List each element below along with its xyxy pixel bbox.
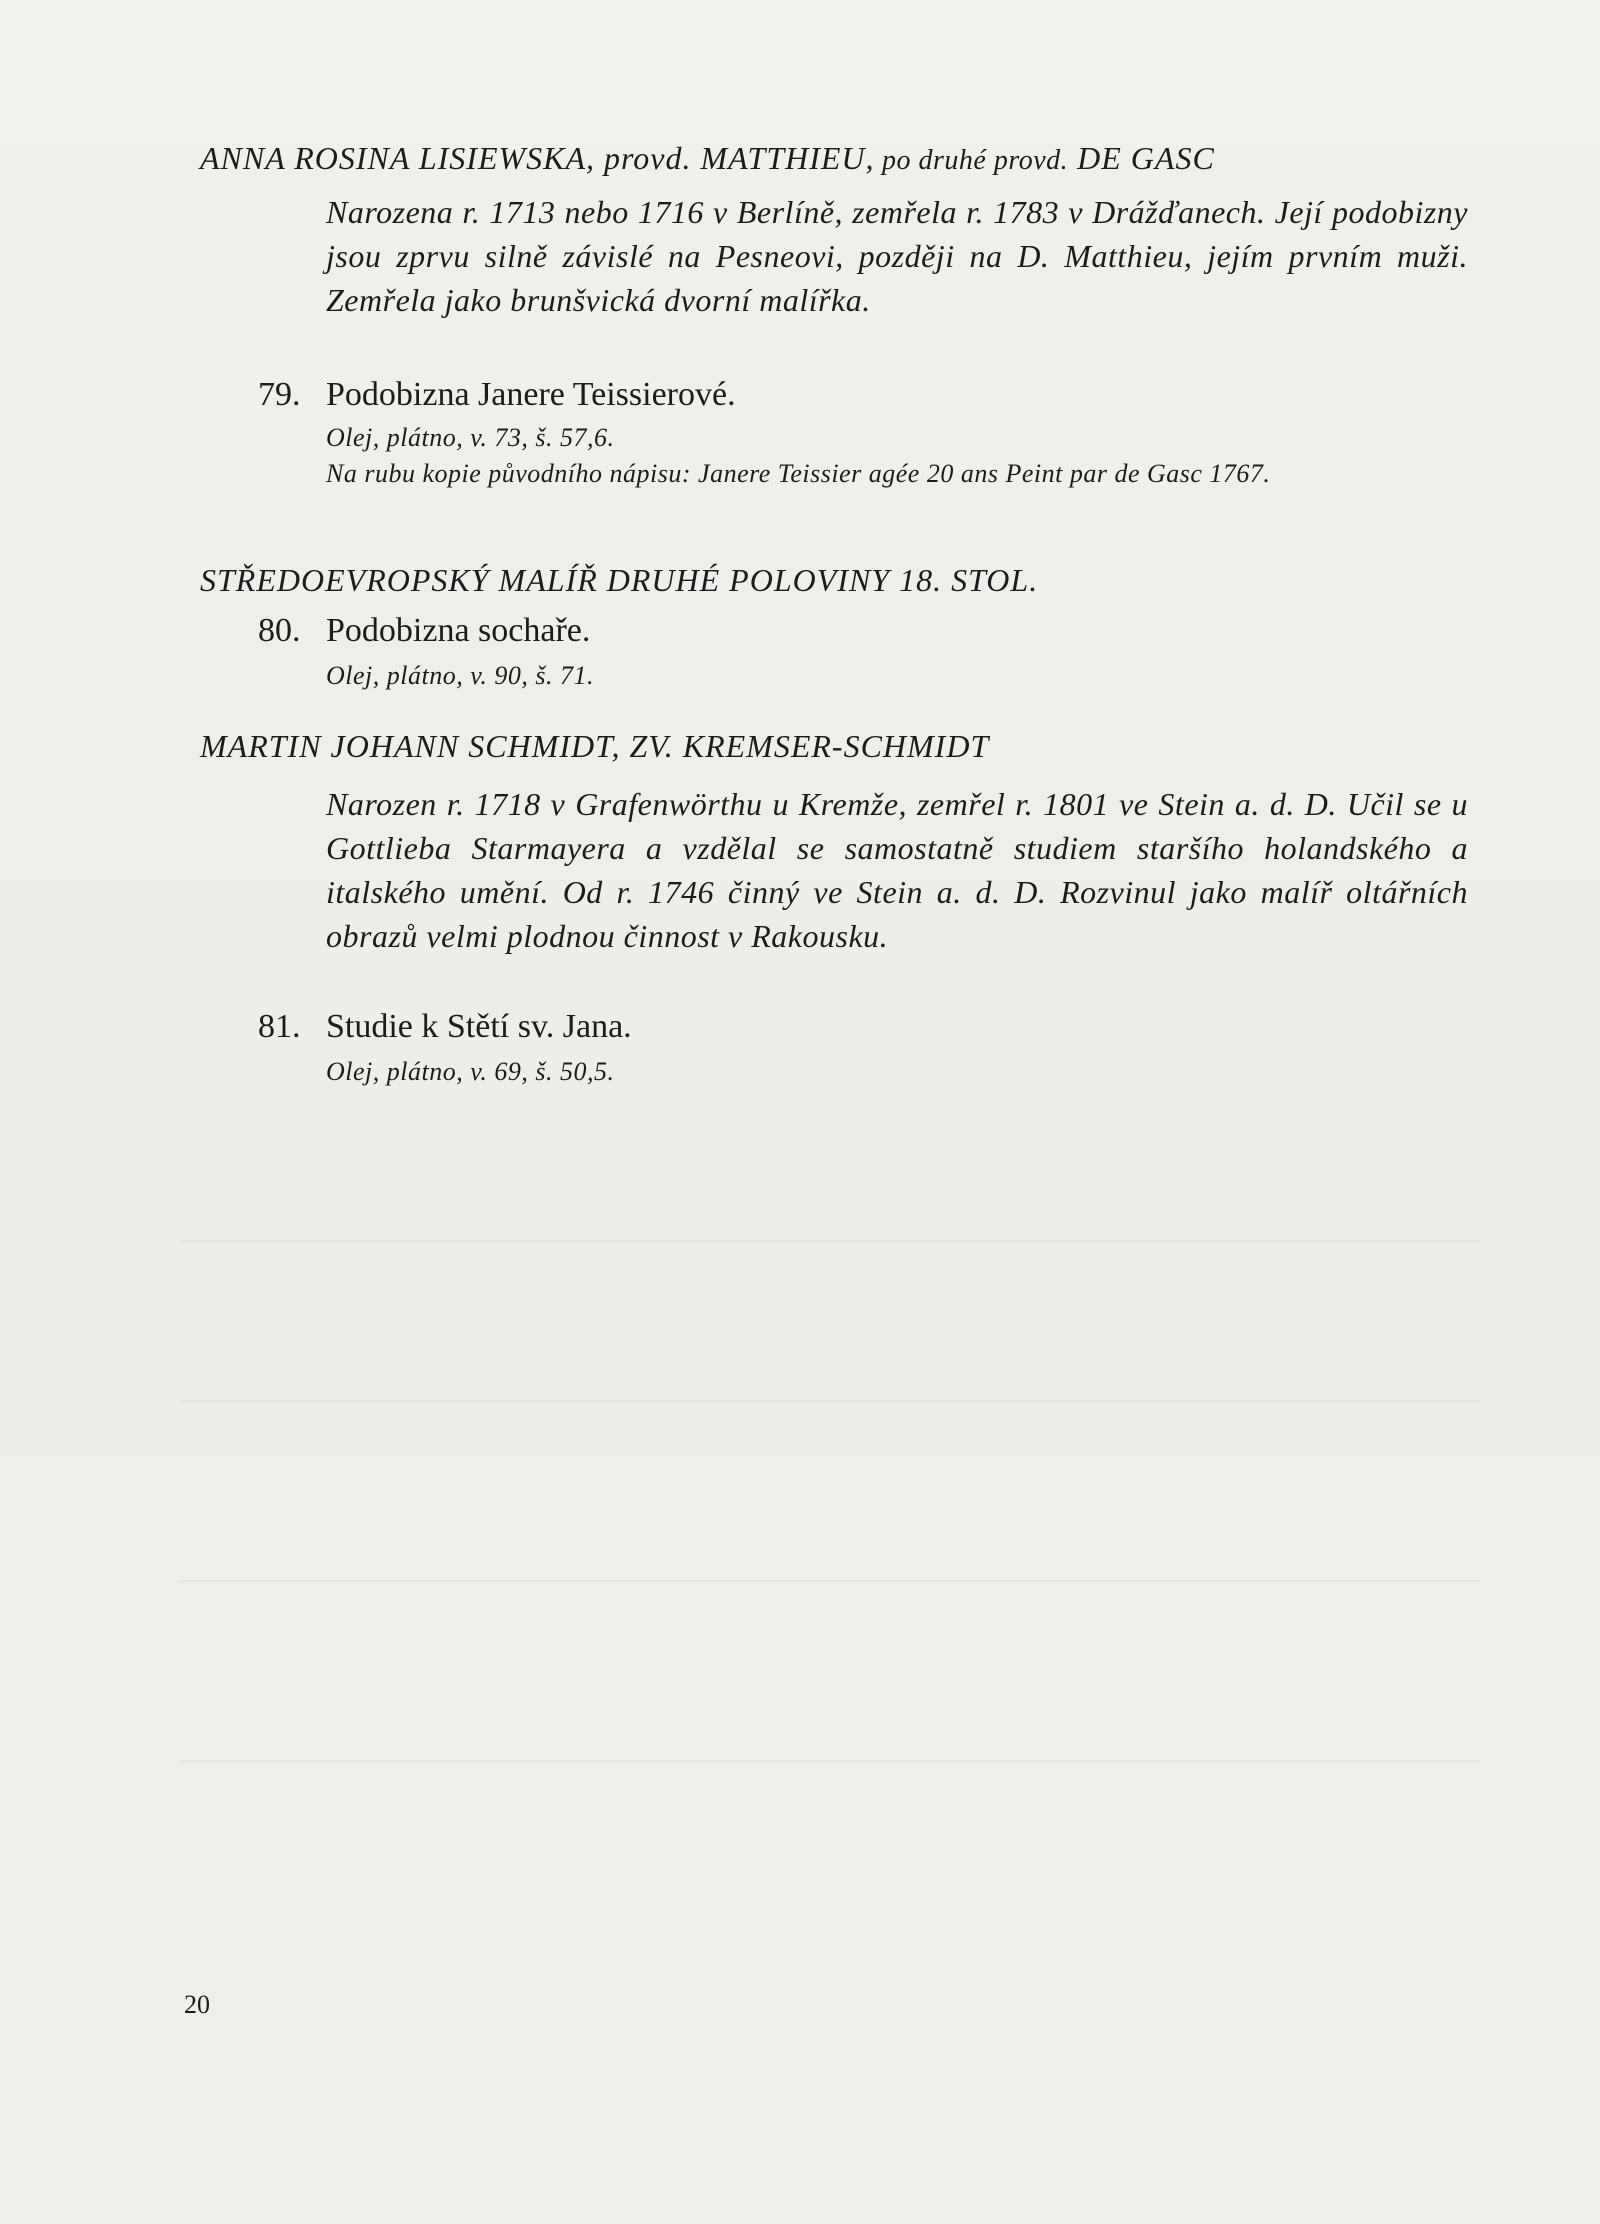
item-number: 79.	[258, 376, 301, 413]
bleed-through-line	[180, 1240, 1480, 1242]
catalog-item-81	[258, 1008, 632, 1046]
item-meta-79: Olej, plátno, v. 73, š. 57,6.	[326, 423, 615, 452]
artist-heading-lisiewska	[200, 140, 1470, 177]
artist-bio-schmidt: Narozen r. 1718 v Grafenwörthu u Kremže, zemřel r. 1801 ve Stein a. d. D. Učil se u Gottlieba Starmayera a vzdělal se samostatně studiem staršího holandského a italského umění. Od r. 1746 činný ve Stein a. d. D. Rozvinul jako malíř oltářních obrazů velmi plodnou činnost v Rakousku.	[326, 786, 1468, 954]
item-meta-80: Olej, plátno, v. 90, š. 71.	[326, 661, 594, 690]
artist-name: ANNA ROSINA LISIEWSKA,	[200, 140, 596, 176]
bleed-through-line	[180, 1580, 1480, 1582]
item-number: 81.	[258, 1008, 301, 1045]
bleed-through-line	[180, 1400, 1480, 1402]
item-title: Studie k Stětí sv. Jana.	[326, 1008, 632, 1045]
artist-married-name: provd. MATTHIEU,	[595, 140, 875, 176]
item-note-79: Na rubu kopie původního nápisu: Janere Teissier agée 20 ans Peint par de Gasc 1767.	[326, 459, 1271, 488]
page-number: 20	[184, 1990, 210, 2019]
artist-bio-lisiewska: Narozena r. 1713 nebo 1716 v Berlíně, zemřela r. 1783 v Drážďanech. Její podobizny jsou zprvu silně závislé na Pesneovi, později na D. Matthieu, jejím prvním muži. Zemřela jako brunšvická dvorní malířka.	[326, 194, 1468, 318]
bleed-through-line	[180, 1760, 1480, 1762]
item-number: 80.	[258, 612, 301, 649]
artist-heading-central-european: STŘEDOEVROPSKÝ MALÍŘ DRUHÉ POLOVINY 18. STOL.	[200, 562, 1039, 598]
catalog-item-80	[258, 612, 590, 650]
item-meta-81: Olej, plátno, v. 69, š. 50,5.	[326, 1057, 615, 1086]
artist-married-note: po druhé provd.	[874, 145, 1069, 176]
artist-second-name: DE GASC	[1068, 140, 1215, 176]
item-title: Podobizna Janere Teissierové.	[326, 376, 736, 413]
item-title: Podobizna sochaře.	[326, 612, 591, 649]
catalog-item-79	[258, 376, 736, 414]
artist-heading-schmidt: MARTIN JOHANN SCHMIDT, ZV. KREMSER-SCHMIDT	[200, 728, 990, 764]
